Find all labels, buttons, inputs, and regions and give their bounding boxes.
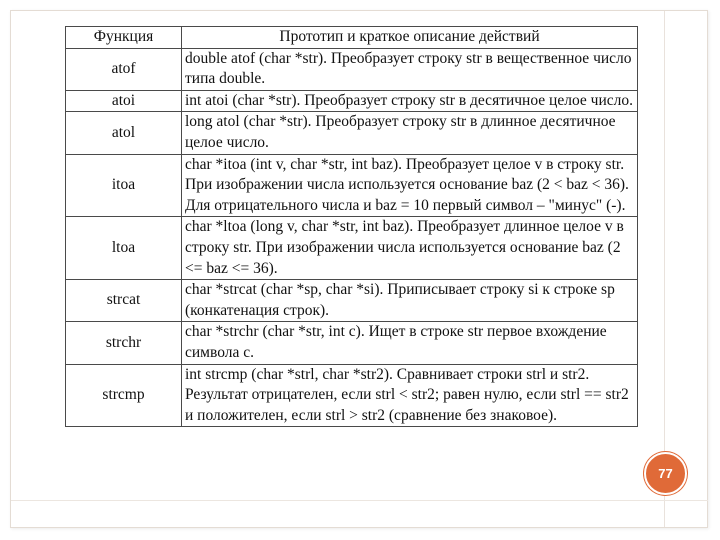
page-number: 77 [658, 466, 673, 481]
function-name: strcat [66, 280, 182, 322]
table-row [66, 112, 638, 154]
function-name: strchr [66, 322, 182, 364]
function-description: long atol (char *str). Преобразует строку str в длинное десятичное целое число. [182, 112, 638, 154]
header-description: Прототип и краткое описание действий [182, 27, 638, 49]
function-description: char *strchr (char *str, int c). Ищет в строке str первое вхождение символа с. [182, 322, 638, 364]
function-name: strcmp [66, 364, 182, 427]
decorative-rule [664, 11, 665, 527]
table-row [66, 322, 638, 364]
function-name: atol [66, 112, 182, 154]
table-row [66, 364, 638, 427]
functions-table [65, 26, 638, 427]
function-description: int atoi (char *str). Преобразует строку str в десятичное целое число. [182, 90, 638, 112]
decorative-rule [11, 500, 708, 501]
function-description: int strcmp (char *strl, char *str2). Сравнивает строки strl и str2. Результат отрицателен, если strl < str2; равен нулю, если strl == str2 и положителен, если strl > str2 (сравнение без знаковое). [182, 364, 638, 427]
function-description: char *itoa (int v, char *str, int baz). Преобразует целое v в строку str. При изображении числа используется основание baz (2 < baz < 36). Для отрицательного числа и baz = 10 первый символ – "минус" (-). [182, 154, 638, 217]
table-row [66, 217, 638, 280]
function-name: atoi [66, 90, 182, 112]
function-name: atof [66, 48, 182, 90]
function-description: char *ltoa (long v, char *str, int baz). Преобразует длинное целое v в строку str. При изображении числа используется основание baz (2 <= baz <= 36). [182, 217, 638, 280]
header-function: Функция [66, 27, 182, 49]
page-number-badge [644, 452, 687, 495]
table-row [66, 154, 638, 217]
function-description: double atof (char *str). Преобразует строку str в вещественное число типа double. [182, 48, 638, 90]
table-header-row [66, 27, 638, 49]
function-name: itoa [66, 154, 182, 217]
function-description: char *strcat (char *sp, char *si). Приписывает строку si к строке sp (конкатенация строк). [182, 280, 638, 322]
function-name: ltoa [66, 217, 182, 280]
table-row [66, 48, 638, 90]
table-row [66, 90, 638, 112]
table-row [66, 280, 638, 322]
